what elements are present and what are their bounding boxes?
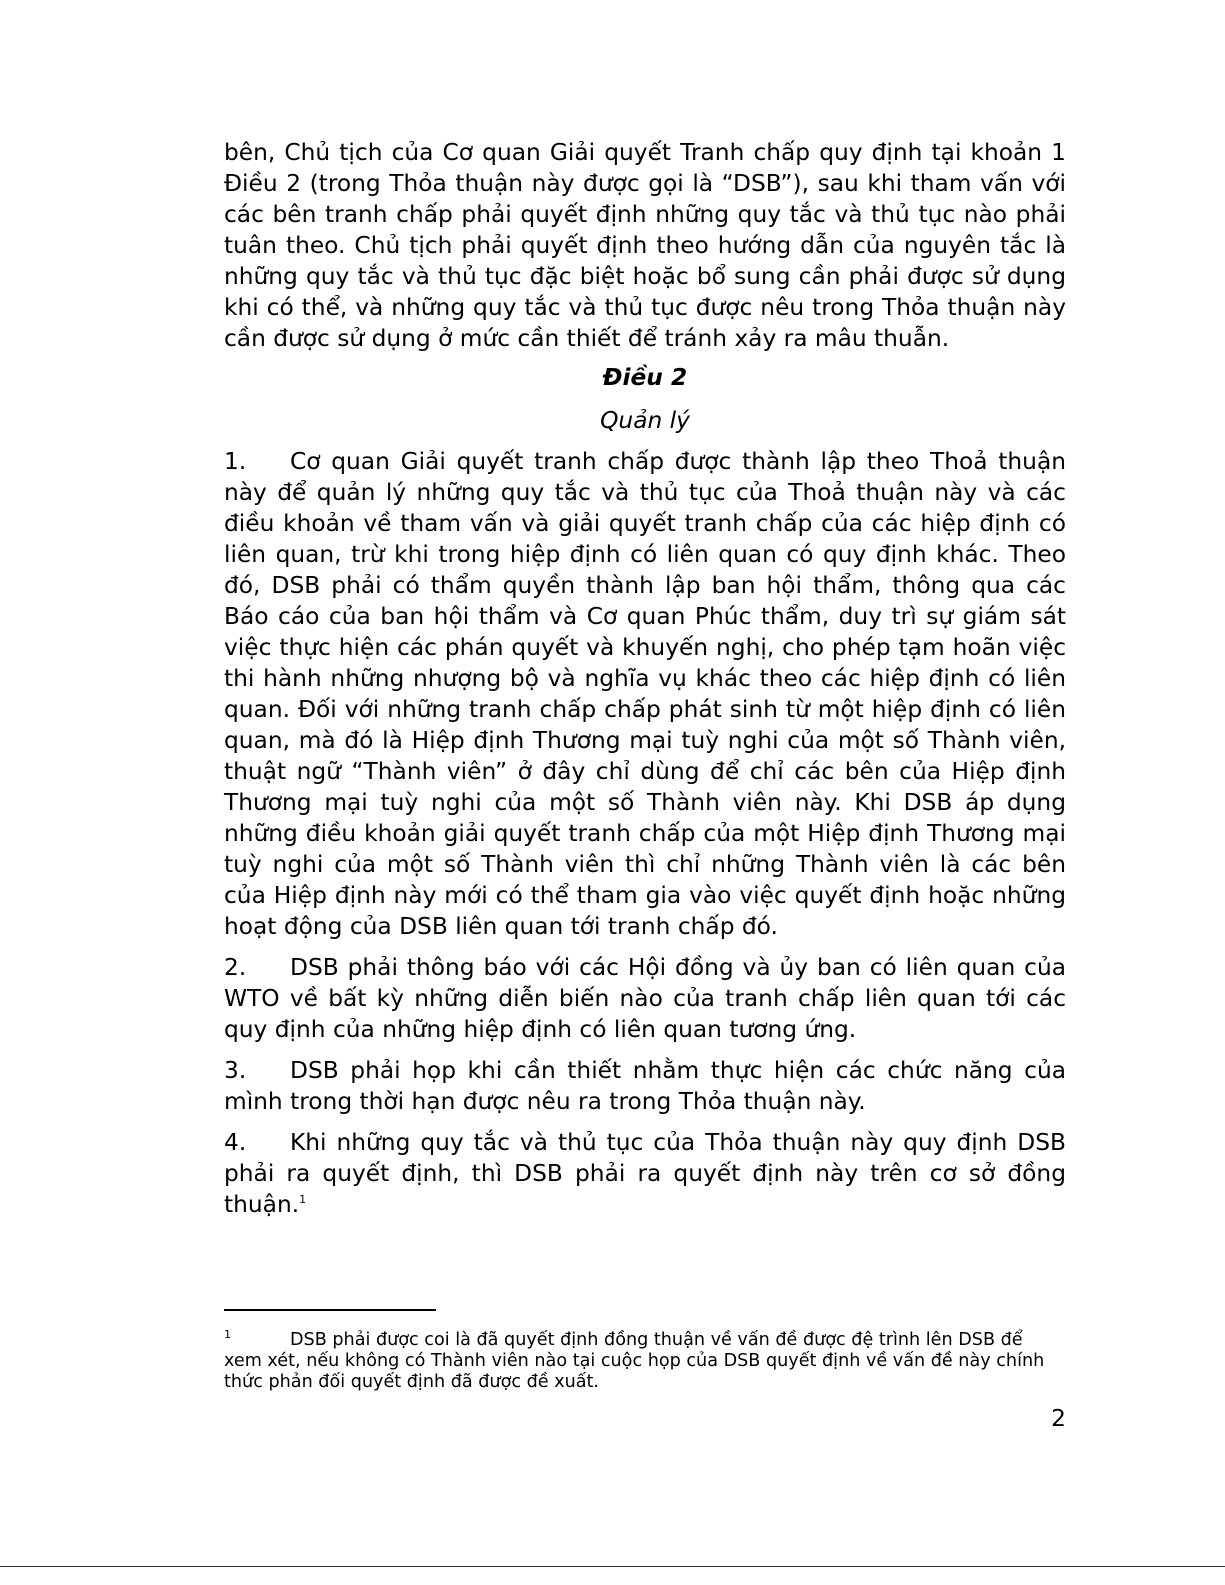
footnote-separator [224,1309,436,1311]
item-text: DSB phải thông báo với các Hội đồng và ủy ban có liên quan của WTO về bất kỳ những diễn biến nào của tranh chấp liên quan tới các quy định của những hiệp định có liên quan tương ứng. [224,954,1066,1043]
list-item [224,1127,1066,1220]
article-heading: Điều 2 [602,364,688,391]
item-number: 2. [224,954,247,981]
article-subheading: Quản lý [600,407,690,434]
item-text: Cơ quan Giải quyết tranh chấp được thành lập theo Thoả thuận này để quản lý những quy tắc và thủ tục của Thoả thuận này và các điều khoản về tham vấn và giải quyết tranh chấp của các hiệp định có liên quan, trừ khi trong hiệp định có liên quan có quy định khác. Theo đó, DSB phải có thẩm quyền thành lập ban hội thẩm, thông qua các Báo cáo của ban hội thẩm và Cơ quan Phúc thẩm, duy trì sự giám sát việc thực hiện các phán quyết và khuyến nghị, cho phép tạm hoãn việc thi hành những nhượng bộ và nghĩa vụ khác theo các hiệp định có liên quan. Đối với những tranh chấp chấp phát sinh từ một hiệp định có liên quan, mà đó là Hiệp định Thương mại tuỳ nghi của một số Thành viên, thuật ngữ “Thành viên” ở đây chỉ dùng để chỉ các bên của Hiệp định Thương mại tuỳ nghi của một số Thành viên này. Khi DSB áp dụng những điều khoản giải quyết tranh chấp của một Hiệp định Thương mại tuỳ nghi của một số Thành viên thì chỉ những Thành viên là các bên của Hiệp định này mới có thể tham gia vào việc quyết định hoặc những hoạt động của DSB liên quan tới tranh chấp đó. [224,448,1066,940]
page-bottom-divider [0,1566,1225,1567]
item-number: 1. [224,448,247,475]
intro-paragraph: bên, Chủ tịch của Cơ quan Giải quyết Tranh chấp quy định tại khoản 1 Điều 2 (trong Thỏa thuận này được gọi là “DSB”), sau khi tham vấn với các bên tranh chấp phải quyết định những quy tắc và thủ tục nào phải tuân theo. Chủ tịch phải quyết định theo hướng dẫn của nguyên tắc là những quy tắc và thủ tục đặc biệt hoặc bổ sung cần phải được sử dụng khi có thể, và những quy tắc và thủ tục được nêu trong Thỏa thuận này cần được sử dụng ở mức cần thiết để tránh xảy ra mâu thuẫn. [224,139,1066,352]
item-number: 3. [224,1057,247,1084]
list-item [224,952,1066,1045]
document-page [224,137,1066,1230]
item-text: Khi những quy tắc và thủ tục của Thỏa thuận này quy định DSB phải ra quyết định, thì DSB phải ra quyết định này trên cơ sở đồng thuận. [224,1129,1066,1218]
footnote: 1 DSB phải được coi là đã quyết định đồng thuận về vấn đề được đệ trình lên DSB để xem xét, nếu không có Thành viên nào tại cuộc họp của DSB quyết định về vấn đề này chính thức phản đối quyết định đã được đề xuất. [224,1328,1045,1392]
list-item [224,1055,1066,1117]
footnote-reference[interactable]: 1 [299,1193,307,1206]
list-item [224,446,1066,942]
item-text: DSB phải họp khi cần thiết nhằm thực hiện các chức năng của mình trong thời hạn được nêu ra trong Thỏa thuận này. [224,1057,1066,1115]
item-number: 4. [224,1129,247,1156]
page-number: 2 [1051,1405,1066,1432]
footnote-text: DSB phải được coi là đã quyết định đồng thuận về vấn đề được đệ trình lên DSB để xem xét, nếu không có Thành viên nào tại cuộc họp của DSB quyết định về vấn đề này chính thức phản đối quyết định đã được đề xuất. [224,1330,1045,1392]
